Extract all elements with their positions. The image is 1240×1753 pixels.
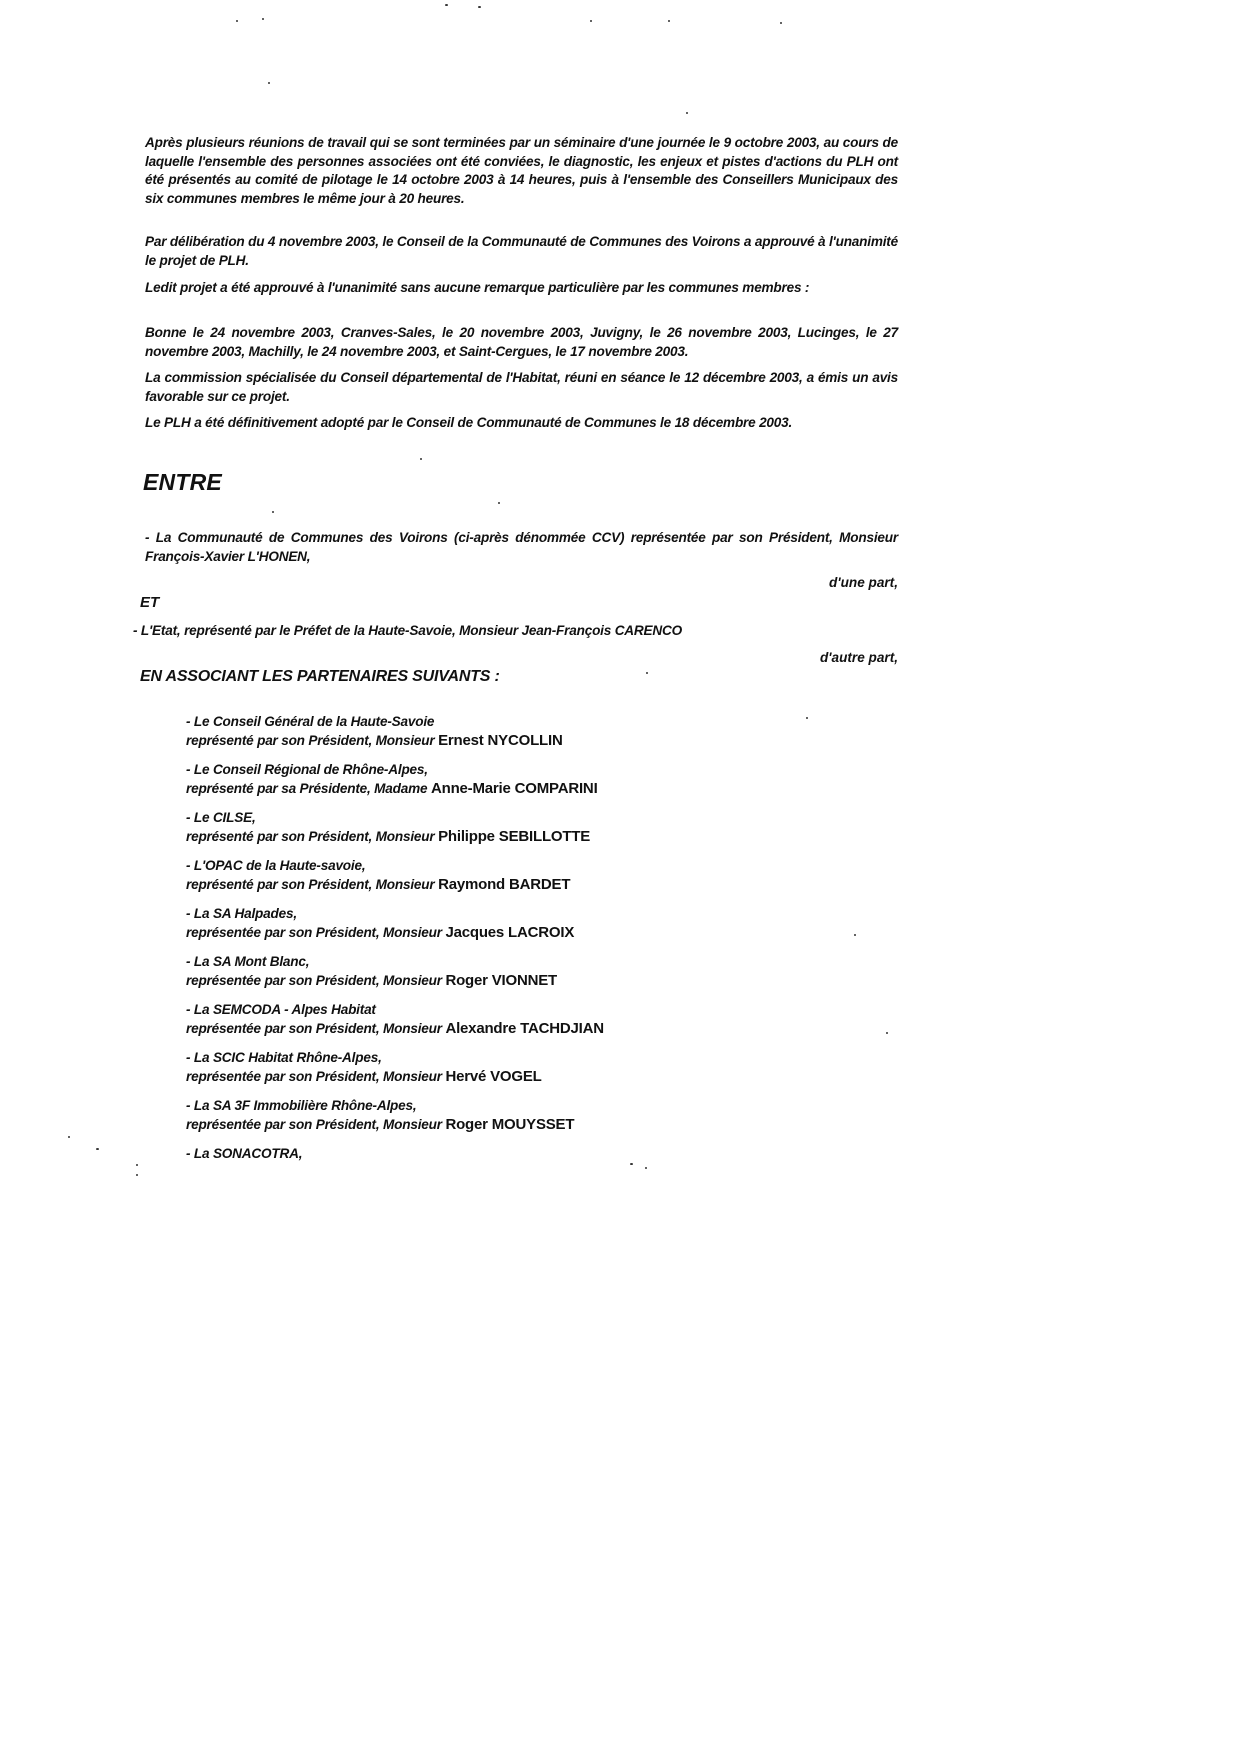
partner-representative: [186, 827, 590, 846]
partner-rep-name: Raymond BARDET: [438, 876, 571, 893]
partner-representative: [186, 971, 557, 990]
partner-rep-prefix: représentée par son Président, Monsieur: [186, 1069, 442, 1084]
partner-rep-prefix: représenté par son Président, Monsieur: [186, 829, 435, 844]
partner-representative: [186, 1019, 604, 1038]
intro-paragraph: Bonne le 24 novembre 2003, Cranves-Sales, le 20 novembre 2003, Juvigny, le 26 novembre 2003, Lucinges, le 27 novembre 2003, Machilly, le 24 novembre 2003, et Saint-Cergues, le 17 novembre 2003.: [145, 325, 898, 359]
scan-speck: [478, 6, 481, 8]
partner-rep-prefix: représentée par son Président, Monsieur: [186, 1117, 442, 1132]
partner-item: [186, 904, 574, 942]
partner-item: [186, 1048, 542, 1086]
party-two-suffix: d'autre part,: [819, 650, 898, 665]
partner-representative: [186, 1115, 574, 1134]
partner-item: [186, 760, 598, 798]
partner-item: [186, 712, 563, 750]
partner-org: - La SCIC Habitat Rhône-Alpes,: [186, 1050, 382, 1065]
scan-speck: [686, 112, 688, 114]
partner-representative: [186, 923, 574, 942]
partner-rep-name: Roger MOUYSSET: [445, 1116, 575, 1133]
partner-rep-prefix: représenté par son Président, Monsieur: [186, 733, 435, 748]
party-one-text: - La Communauté de Communes des Voirons (ci-après dénommée CCV) représentée par son Président, Monsieur François-Xavier L'HONEN,: [145, 530, 898, 564]
et-heading: ET: [140, 594, 160, 611]
partner-org: - La SA Halpades,: [186, 906, 297, 921]
entre-heading: ENTRE: [143, 469, 222, 495]
scan-speck: [236, 20, 238, 22]
intro-paragraph: Après plusieurs réunions de travail qui se sont terminées par un séminaire d'une journée le 9 octobre 2003, au cours de laquelle l'ensemble des personnes associées ont été conviées, le diagnostic, les enjeux et pistes d'actions du PLH ont été présentés au comité de pilotage le 14 octobre 2003 à 14 heures, puis à l'ensemble des Conseillers Municipaux des six communes membres le même jour à 20 heures.: [145, 135, 898, 206]
scan-speck: [806, 717, 808, 719]
scan-speck: [645, 1167, 647, 1169]
partner-representative: [186, 875, 570, 894]
scan-speck: [886, 1032, 888, 1034]
partner-org: - Le Conseil Général de la Haute-Savoie: [186, 714, 435, 729]
partner-org: - La SA 3F Immobilière Rhône-Alpes,: [186, 1098, 417, 1113]
partner-rep-name: Roger VIONNET: [445, 972, 558, 989]
partner-rep-name: Jacques LACROIX: [445, 924, 575, 941]
scan-speck: [646, 672, 648, 674]
partner-item: [186, 952, 557, 990]
partner-item: [186, 856, 570, 894]
party-one-suffix: d'une part,: [829, 575, 898, 590]
partner-representative: [186, 731, 563, 750]
partner-representative: [186, 779, 598, 798]
scan-speck: [136, 1174, 138, 1176]
scan-speck: [630, 1163, 633, 1165]
partner-representative: [186, 1067, 542, 1086]
scan-speck: [780, 22, 782, 24]
party-two-text: - L'Etat, représenté par le Préfet de la Haute-Savoie, Monsieur Jean-François CARENCO: [133, 623, 683, 638]
partner-rep-name: Philippe SEBILLOTTE: [438, 828, 591, 845]
partner-item: [186, 1144, 302, 1163]
scan-speck: [854, 934, 856, 936]
scan-speck: [445, 4, 448, 6]
partner-org: - Le Conseil Régional de Rhône-Alpes,: [186, 762, 428, 777]
scan-speck: [590, 20, 592, 22]
scan-speck: [498, 502, 500, 504]
intro-paragraph: Ledit projet a été approuvé à l'unanimité sans aucune remarque particulière par les communes membres :: [145, 280, 810, 295]
partner-rep-prefix: représentée par son Président, Monsieur: [186, 1021, 442, 1036]
scan-speck: [668, 20, 670, 22]
partner-org: - La SEMCODA - Alpes Habitat: [186, 1002, 376, 1017]
scan-speck: [420, 458, 422, 460]
partner-rep-prefix: représenté par son Président, Monsieur: [186, 877, 435, 892]
scan-speck: [96, 1148, 99, 1150]
scan-speck: [136, 1164, 138, 1166]
scan-speck: [68, 1136, 70, 1138]
partner-rep-prefix: représentée par son Président, Monsieur: [186, 925, 442, 940]
partners-heading: EN ASSOCIANT LES PARTENAIRES SUIVANTS :: [140, 668, 500, 685]
scan-speck: [268, 82, 270, 84]
partner-rep-prefix: représenté par sa Présidente, Madame: [186, 781, 428, 796]
partner-org: - L'OPAC de la Haute-savoie,: [186, 858, 366, 873]
partner-org: - La SONACOTRA,: [186, 1146, 303, 1161]
partner-rep-name: Alexandre TACHDJIAN: [445, 1020, 604, 1037]
partner-rep-name: Hervé VOGEL: [445, 1068, 542, 1085]
intro-paragraph: Le PLH a été définitivement adopté par le Conseil de Communauté de Communes le 18 décembre 2003.: [145, 415, 793, 430]
partner-item: [186, 1096, 574, 1134]
scan-speck: [262, 18, 264, 20]
partner-item: [186, 808, 590, 846]
partner-org: - La SA Mont Blanc,: [186, 954, 310, 969]
partner-rep-prefix: représentée par son Président, Monsieur: [186, 973, 442, 988]
scan-speck: [272, 511, 274, 513]
partner-item: [186, 1000, 604, 1038]
intro-paragraph: Par délibération du 4 novembre 2003, le Conseil de la Communauté de Communes des Voirons a approuvé à l'unanimité le projet de PLH.: [145, 234, 898, 268]
partner-rep-name: Anne-Marie COMPARINI: [430, 780, 598, 797]
partner-org: - Le CILSE,: [186, 810, 256, 825]
intro-paragraph: La commission spécialisée du Conseil départemental de l'Habitat, réuni en séance le 12 décembre 2003, a émis un avis favorable sur ce projet.: [145, 370, 898, 404]
partner-rep-name: Ernest NYCOLLIN: [438, 732, 563, 749]
